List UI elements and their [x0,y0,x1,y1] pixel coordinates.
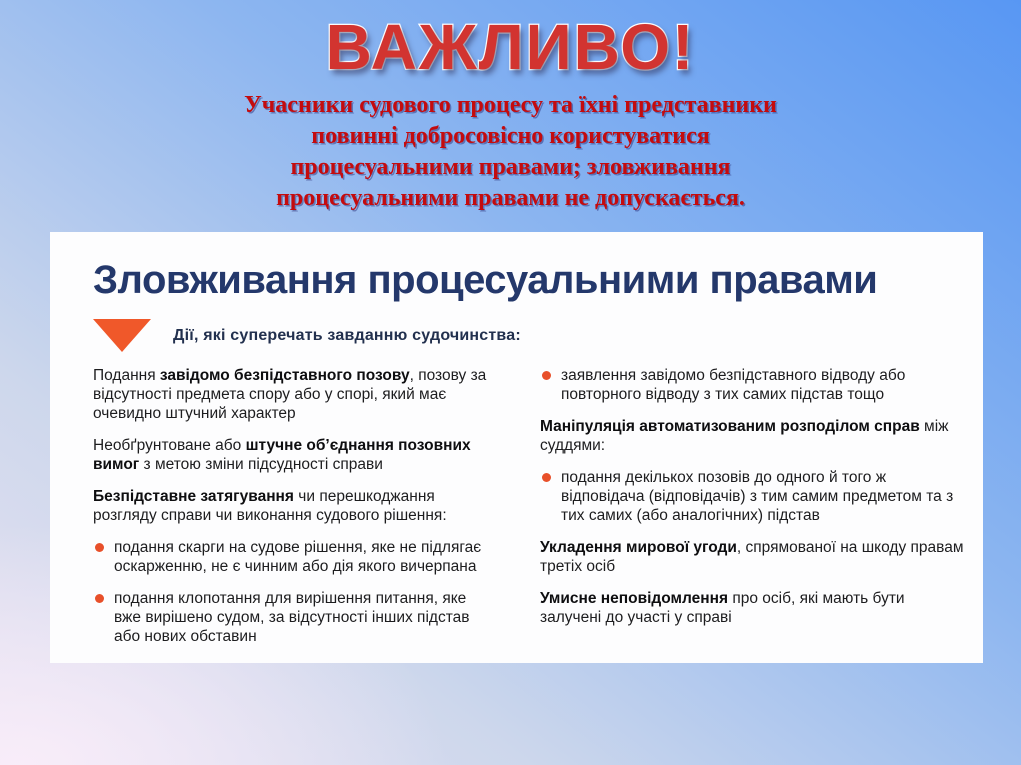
item-text: Умисне неповідомлення про осіб, які мають бути залучені до участі у справі [540,590,905,626]
triangle-down-icon [93,319,151,352]
left-column [93,366,495,659]
list-item [93,487,495,525]
item-text: подання скарги на судове рішення, яке не підлягає оскарженню, не є чинним або дія якого вичерпана [114,539,482,575]
item-text: подання декількох позовів до одного й того ж відповідача (відповідачів) з тим самим предметом та з тих самих (або аналогічних) підстав [561,469,954,524]
list-item [540,468,970,525]
content-card [50,232,983,663]
list-item [93,366,495,423]
card-heading: Зловживання процесуальними правами [93,258,878,302]
bullet-icon [542,371,551,380]
bullet-icon [95,594,104,603]
intro-text: Дії, які суперечать завданню судочинства: [173,326,521,344]
columns [93,366,971,659]
list-item [540,589,970,627]
subtitle-line: процесуальними правами; зловживання [290,154,731,180]
bullet-icon [95,543,104,552]
right-column [540,366,970,659]
bullet-icon [542,473,551,482]
list-item [93,589,495,646]
item-text: заявлення завідомо безпідставного відводу або повторного відводу з тих самих підстав тощо [561,367,906,403]
list-item [540,366,970,404]
slide-subtitle [0,90,1021,214]
item-text: Необґрунтоване або штучне об’єднання позовних вимог з метою зміни підсудності справи [93,437,471,473]
list-item [93,538,495,576]
subtitle-line: повинні добросовісно користуватися [311,123,710,149]
slide-title: ВАЖЛИВО! [325,11,696,83]
item-text: Безпідставне затягування чи перешкоджання розгляду справи чи виконання судового рішення: [93,488,447,524]
item-text: Подання завідомо безпідставного позову, позову за відсутності предмета спору або у спорі, який має очевидно штучний характер [93,367,487,422]
list-item [93,436,495,474]
intro-row [93,319,971,352]
subtitle-line: процесуальними правами не допускається. [276,185,745,211]
subtitle-line: Учасники судового процесу та їхні представники [244,92,777,118]
item-text: Укладення мирової угоди, спрямованої на шкоду правам третіх осіб [540,539,964,575]
item-text: Маніпуляція автоматизованим розподілом справ між суддями: [540,418,949,454]
list-item [540,538,970,576]
item-text: подання клопотання для вирішення питання, яке вже вирішено судом, за відсутності інших підстав або нових обставин [114,590,470,645]
list-item [540,417,970,455]
